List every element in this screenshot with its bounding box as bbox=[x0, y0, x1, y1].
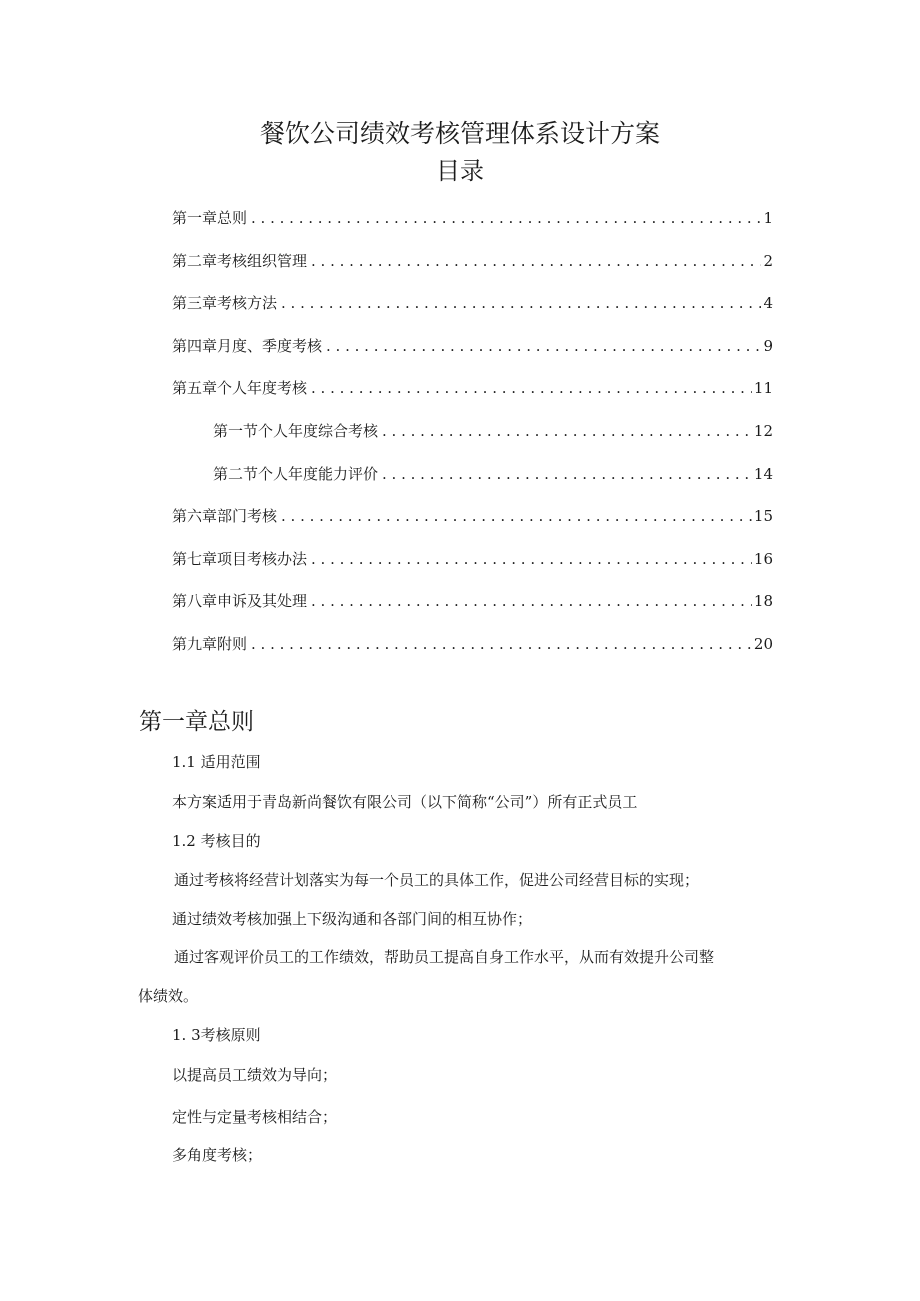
paragraph: 通过绩效考核加强上下级沟通和各部门间的相互协作； bbox=[172, 910, 533, 928]
toc-entry-page: 9 bbox=[763, 336, 773, 355]
toc-dot-leader bbox=[311, 547, 752, 571]
chapter-heading: 第一章总则 bbox=[139, 709, 254, 735]
toc-entry-label: 第三章考核方法 bbox=[172, 294, 278, 313]
toc-entry[interactable] bbox=[172, 376, 773, 419]
toc-dot-leader bbox=[311, 249, 761, 273]
toc-dot-leader bbox=[326, 334, 761, 358]
toc-entry-page: 11 bbox=[753, 379, 773, 398]
toc-entry[interactable] bbox=[172, 249, 773, 292]
toc-entry-label: 第二章考核组织管理 bbox=[172, 251, 308, 270]
paragraph: 通过客观评价员工的工作绩效，帮助员工提高自身工作水平，从而有效提升公司整 bbox=[174, 948, 715, 966]
toc-entry-label: 第五章个人年度考核 bbox=[172, 379, 308, 398]
toc-entry-label: 第八章申诉及其处理 bbox=[172, 592, 308, 611]
toc-entry[interactable] bbox=[172, 632, 773, 675]
toc-subentry[interactable] bbox=[172, 462, 773, 505]
toc-dot-leader bbox=[311, 589, 752, 613]
toc-entry-label: 第六章部门考核 bbox=[172, 507, 278, 526]
toc-heading: 目录 bbox=[436, 157, 484, 185]
toc-entry-page: 18 bbox=[753, 592, 773, 611]
toc-entry[interactable] bbox=[172, 334, 773, 377]
toc-entry-page: 12 bbox=[753, 421, 773, 440]
toc-subentry[interactable] bbox=[172, 419, 773, 462]
toc-dot-leader bbox=[382, 419, 752, 443]
toc-entry-page: 14 bbox=[753, 464, 773, 483]
toc-dot-leader bbox=[251, 206, 761, 230]
toc-entry-page: 20 bbox=[753, 634, 773, 653]
paragraph-continuation: 体绩效。 bbox=[138, 987, 199, 1005]
document-title: 餐饮公司绩效考核管理体系设计方案 bbox=[259, 119, 660, 148]
toc-dot-leader bbox=[382, 462, 752, 486]
toc-dot-leader bbox=[281, 291, 761, 315]
toc-entry-page: 15 bbox=[753, 507, 773, 526]
toc-entry[interactable] bbox=[172, 589, 773, 632]
toc-entry-label: 第一章总则 bbox=[172, 209, 248, 227]
toc-entry-label: 第四章月度、季度考核 bbox=[172, 336, 323, 355]
toc-entry[interactable] bbox=[172, 206, 773, 249]
toc-entry-page: 1 bbox=[763, 209, 773, 227]
paragraph: 通过考核将经营计划落实为每一个员工的具体工作，促进公司经营目标的实现； bbox=[174, 871, 700, 889]
list-item: 定性与定量考核相结合； bbox=[172, 1108, 338, 1126]
toc-entry[interactable] bbox=[172, 547, 773, 590]
toc-entry-label: 第一节个人年度综合考核 bbox=[213, 421, 379, 440]
toc-entry-page: 4 bbox=[763, 294, 773, 313]
list-item: 多角度考核； bbox=[172, 1146, 263, 1164]
toc-dot-leader bbox=[311, 376, 752, 400]
toc-entry-label: 第七章项目考核办法 bbox=[172, 549, 308, 568]
section-heading: 1.1 适用范围 bbox=[172, 753, 261, 771]
toc-entry-label: 第九章附则 bbox=[172, 634, 248, 653]
toc-dot-leader bbox=[281, 504, 752, 528]
toc-entry-page: 16 bbox=[753, 549, 773, 568]
paragraph: 本方案适用于青岛新尚餐饮有限公司（以下简称“公司”）所有正式员工 bbox=[172, 793, 638, 811]
toc-entry[interactable] bbox=[172, 504, 773, 547]
list-item: 以提高员工绩效为导向； bbox=[172, 1066, 338, 1084]
toc-dot-leader bbox=[251, 632, 752, 656]
section-heading: 1. 3考核原则 bbox=[172, 1026, 261, 1044]
toc-entry-page: 2 bbox=[763, 251, 773, 270]
toc-entry-label: 第二节个人年度能力评价 bbox=[213, 464, 379, 483]
toc-entry[interactable] bbox=[172, 291, 773, 334]
table-of-contents bbox=[172, 206, 773, 675]
section-heading: 1.2 考核目的 bbox=[172, 832, 261, 850]
